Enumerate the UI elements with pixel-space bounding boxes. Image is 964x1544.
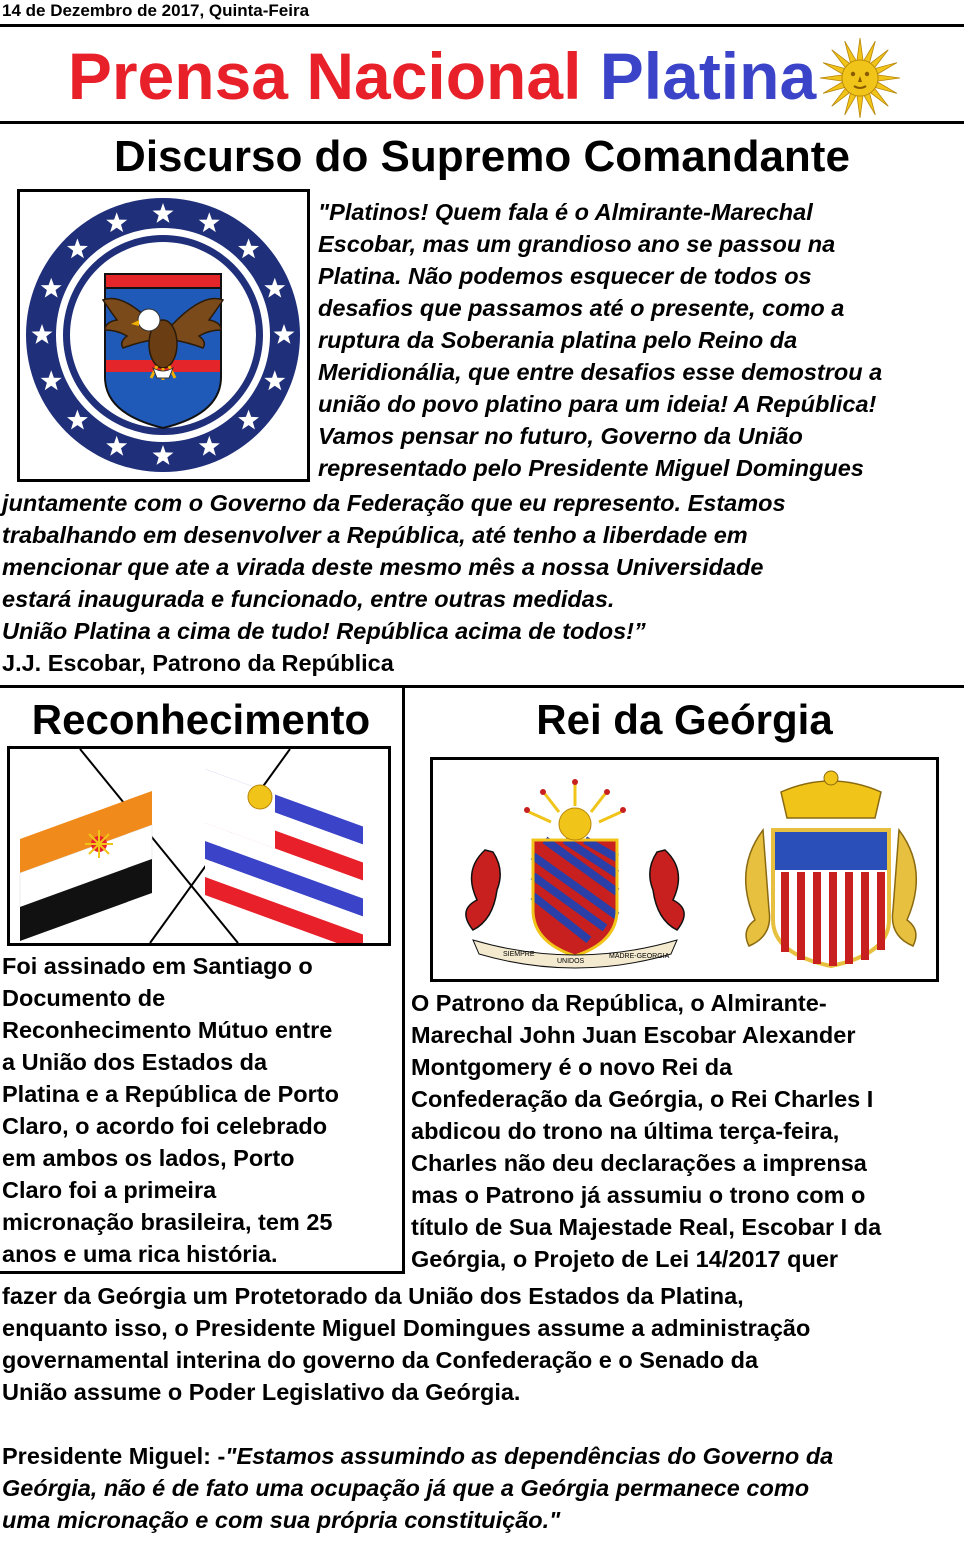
text-line: abdicou do trono na última terça-feira, <box>411 1118 840 1144</box>
federal-eagle-seal-icon <box>17 189 310 482</box>
article-3-headline: Rei da Geórgia <box>536 696 833 743</box>
header-bottom-rule <box>0 121 964 124</box>
text-line: União assume o Poder Legislativo da Geórgia. <box>2 1379 521 1405</box>
article-2-text <box>2 950 400 1270</box>
issue-date: 14 de Dezembro de 2017, Quinta-Feira <box>2 1 310 20</box>
text-line: trabalhando em desenvolver a República, até tenho a liberdade em <box>2 522 748 548</box>
text-line: Vamos pensar no futuro, Governo da União <box>318 423 803 449</box>
article-1-signature: J.J. Escobar, Patrono da República <box>2 650 394 676</box>
quote-line: Geórgia, não é de fato uma ocupação já que a Geórgia permanece como <box>2 1475 810 1501</box>
text-line: enquanto isso, o Presidente Miguel Domingues assume a administração <box>2 1315 811 1341</box>
georgia-coats-of-arms-icon <box>430 757 939 982</box>
text-line: união do povo platino para um ideia! A República! <box>318 391 877 417</box>
article-1-headline: Discurso do Supremo Comandante <box>114 132 850 181</box>
text-line: Geórgia, o Projeto de Lei 14/2017 quer <box>411 1246 839 1272</box>
text-line: Meridionália, que entre desafios esse demostrou a <box>318 359 883 385</box>
article-2-headline: Reconhecimento <box>31 696 371 743</box>
article-3-quote <box>2 1440 964 1536</box>
crossed-flags-icon <box>7 746 391 946</box>
motto-right: MADRE-GEORGIA <box>609 953 670 960</box>
text-line: título de Sua Majestade Real, Escobar I da <box>411 1214 882 1240</box>
motto-center: UNIDOS <box>557 958 585 965</box>
title-part-red: Prensa Nacional <box>67 39 582 113</box>
quote-line: uma micronação e com sua própria constituição." <box>2 1507 561 1533</box>
sun-of-may-icon <box>818 36 902 120</box>
text-line: desafios que passamos até o presente, como a <box>318 295 845 321</box>
text-line: Documento de <box>2 985 166 1011</box>
text-line: fazer da Geórgia um Protetorado da União dos Estados da Platina, <box>2 1283 744 1309</box>
motto-left: SIEMPRE <box>503 951 535 958</box>
title-part-blue: Platina <box>599 39 817 113</box>
article-3-column-text <box>411 987 964 1275</box>
article-1-wrapped-text <box>318 196 964 484</box>
text-line: Confederação da Geórgia, o Rei Charles I <box>411 1086 874 1112</box>
quote-line <box>2 1440 964 1472</box>
text-line: Reconhecimento Mútuo entre <box>2 1017 333 1043</box>
text-line: micronação brasileira, tem 25 <box>2 1209 333 1235</box>
text-line: em ambos os lados, Porto <box>2 1145 295 1171</box>
text-line: Claro foi a primeira <box>2 1177 217 1203</box>
text-line: O Patrono da República, o Almirante- <box>411 990 827 1016</box>
section-divider <box>0 685 964 688</box>
text-line: Charles não deu declarações a imprensa <box>411 1150 867 1176</box>
text-line: Platina e a República de Porto <box>2 1081 339 1107</box>
quote-speaker: Presidente Miguel: - <box>2 1443 226 1469</box>
article-1-full-text <box>2 487 964 647</box>
text-line: mencionar que ate a virada deste mesmo mês a nossa Universidade <box>2 554 764 580</box>
text-line: mas o Patrono já assumiu o trono com o <box>411 1182 866 1208</box>
text-line: Claro, o acordo foi celebrado <box>2 1113 328 1139</box>
text-line: "Platinos! Quem fala é o Almirante-Marechal <box>318 199 813 225</box>
text-line: estará inaugurada e funcionado, entre outras medidas. <box>2 586 615 612</box>
text-line: ruptura da Soberania platina pelo Reino da <box>318 327 798 353</box>
text-line: Foi assinado em Santiago o <box>2 953 313 979</box>
text-line: Marechal John Juan Escobar Alexander <box>411 1022 856 1048</box>
text-line: Escobar, mas um grandioso ano se passou na <box>318 231 836 257</box>
text-line: Platina. Não podemos esquecer de todos os <box>318 263 812 289</box>
text-line: Montgomery é o novo Rei da <box>411 1054 733 1080</box>
text-line: representado pelo Presidente Miguel Domingues <box>318 455 864 481</box>
text-line: União Platina a cima de tudo! República acima de todos!” <box>2 618 646 644</box>
article-3-full-text <box>2 1280 964 1408</box>
quote-text: "Estamos assumindo as dependências do Governo da <box>225 1443 834 1469</box>
text-line: a União dos Estados da <box>2 1049 268 1075</box>
text-line: anos e uma rica história. <box>2 1241 278 1267</box>
text-line: governamental interina do governo da Confederação e o Senado da <box>2 1347 759 1373</box>
header-top-rule <box>0 24 964 27</box>
text-line: juntamente com o Governo da Federação que eu represento. Estamos <box>2 490 786 516</box>
